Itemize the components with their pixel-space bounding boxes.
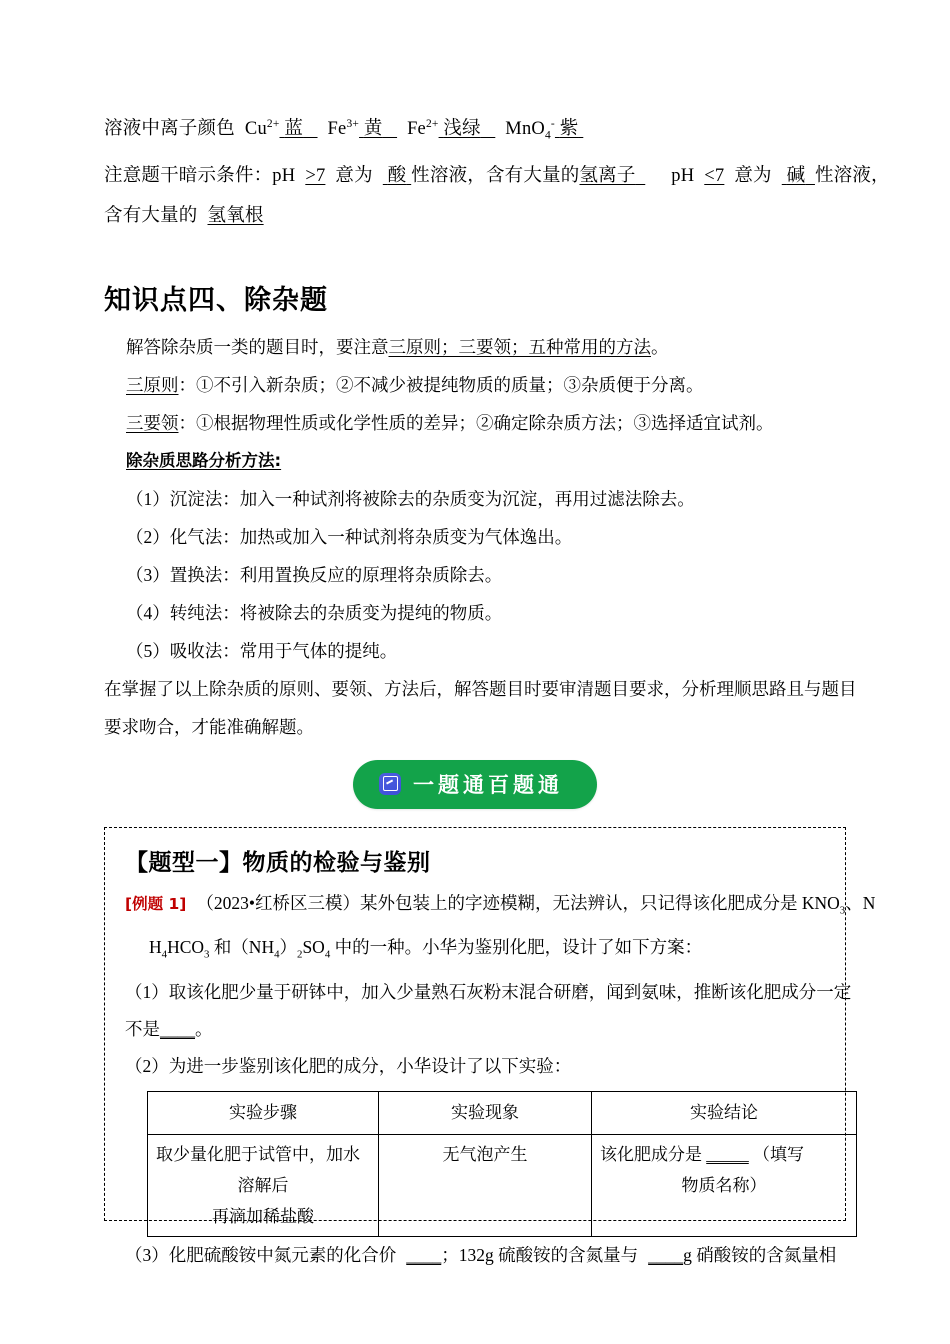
- ph-hint-line-1: [104, 156, 890, 196]
- ph-hint-part6: 性溶液，: [814, 165, 890, 186]
- table-cell-conclusion-line-2: 物质名称）: [681, 1175, 767, 1195]
- ph-hint-blank3: 氢离子: [579, 165, 636, 186]
- document-content: [104, 104, 890, 1265]
- section-intro-tail: 。: [651, 336, 669, 357]
- question-3-text-b: ；132g 硫酸铵的含氮量与: [441, 1244, 639, 1265]
- table-header-row: [148, 1091, 857, 1134]
- ion-cu-answer: 蓝: [284, 119, 304, 140]
- question-3-blank-1: ____: [406, 1244, 442, 1265]
- table-cell-conclusion-blank: _____: [706, 1144, 749, 1164]
- ion-mno4-answer: 紫: [559, 119, 579, 140]
- exercise-box: [104, 827, 876, 1265]
- example-stem-text-a: （2023•红桥区三模）某外包装上的字迹模糊，无法辨认，只记得该化肥成分是 KNO: [196, 892, 840, 913]
- ion-fe3-answer: 黄: [363, 119, 383, 140]
- app-square-icon: [379, 773, 401, 795]
- ion-fe2-formula: $Fe^{2+}$: [407, 118, 439, 140]
- example-stem-sub: 3: [839, 904, 846, 917]
- table-cell-conclusion: [592, 1134, 857, 1236]
- question-3-line: [119, 1237, 837, 1274]
- ion-fe3-formula: $Fe^{3+}$: [327, 118, 360, 140]
- ph-hint-blank2: 酸: [387, 165, 407, 186]
- table-header-phenomenon: 实验现象: [379, 1091, 592, 1134]
- example-label: [例题 1]: [125, 894, 187, 913]
- ph-hint-part4: pH: [671, 165, 695, 186]
- ph-hint-part3: 性溶液，含有大量的: [411, 165, 580, 186]
- question-1-text-a: 不是: [125, 1018, 160, 1039]
- experiment-table: [147, 1091, 857, 1237]
- ion-cu-formula: $Cu^{2+}$: [244, 118, 280, 140]
- ph-hint-part2: 意为: [335, 165, 373, 186]
- ion-mno4-formula: MnO$_4$-: [505, 118, 555, 142]
- question-1-line-2: [119, 1011, 831, 1048]
- table-cell-conclusion-line-1: 该化肥成分是 _____ （填写: [600, 1144, 804, 1164]
- question-2-line: （2）为进一步鉴别该化肥的成分，小华设计了以下实验：: [125, 1055, 572, 1076]
- table-cell-step-line-2: 溶解后: [237, 1175, 289, 1195]
- question-1-blank: ____: [160, 1018, 195, 1039]
- promo-badge[interactable]: [353, 760, 597, 809]
- three-essentials-paragraph: [104, 404, 846, 442]
- table-cell-step: [148, 1134, 379, 1236]
- section-intro-text: 解答除杂质一类的题目时，要注意: [126, 336, 389, 357]
- question-1-line-1: （1）取该化肥少量于研钵中，加入少量熟石灰粉末混合研磨，闻到氨味，推断该化肥成分一定: [125, 981, 852, 1002]
- ph-hint-blank1: >7: [305, 165, 326, 186]
- badge-row: [104, 760, 846, 809]
- ph-hint-part1: 注意题干暗示条件：pH: [104, 165, 296, 186]
- closing-paragraph-line-1: 在掌握了以上除杂质的原则、要领、方法后，解答题目时要审清题目要求，分析理顺思路且与题目: [104, 678, 857, 699]
- methods-subheading: [104, 442, 846, 480]
- method-item-2: （2）化气法：加热或加入一种试剂将杂质变为气体逸出。: [126, 526, 573, 547]
- example-stem-line-2: [119, 929, 831, 974]
- table-cell-step-line-1: 取少量化肥于试管中，加水: [156, 1144, 360, 1164]
- example-stem-text-b: 、N: [845, 892, 876, 913]
- three-principles-paragraph: [104, 366, 846, 404]
- table-row: [148, 1134, 857, 1236]
- table-header-step: 实验步骤: [148, 1091, 379, 1134]
- promo-badge-label: 一题通百题通: [413, 772, 563, 797]
- ion-fe2-answer: 浅绿: [443, 119, 481, 140]
- question-1-text-b: 。: [195, 1018, 213, 1039]
- ph-hint-blank6: 氢氧根: [207, 205, 264, 226]
- section-heading: 知识点四、除杂题: [104, 284, 328, 316]
- question-3-text-c: g 硝酸铵的含氮量相: [683, 1244, 837, 1265]
- table-cell-phenomenon: 无气泡产生: [379, 1134, 592, 1236]
- method-item-5: （5）吸收法：常用于气体的提纯。: [126, 640, 398, 661]
- question-3-blank-2: ____: [648, 1244, 684, 1265]
- methods-subheading-text: 除杂质思路分析方法:: [126, 450, 282, 470]
- ph-hint-part5: 意为: [734, 165, 772, 186]
- ion-color-line: [104, 104, 846, 156]
- table-cell-step-line-3: 再滴加稀盐酸: [212, 1206, 314, 1226]
- method-item-4: （4）转纯法：将被除去的杂质变为提纯的物质。: [126, 602, 503, 623]
- three-essentials-label: 三要领: [126, 412, 179, 433]
- ph-hint-blank4: <7: [704, 165, 725, 186]
- method-item-3: （3）置换法：利用置换反应的原理将杂质除去。: [126, 564, 503, 585]
- closing-paragraph-line-2: 要求吻合，才能准确解题。: [104, 716, 314, 737]
- section-intro-underline: 三原则；三要领；五种常用的方法: [388, 336, 651, 357]
- section-intro-paragraph: [104, 328, 846, 366]
- three-principles-text: ：①不引入新杂质；②不减少被提纯物质的质量；③杂质便于分离。: [178, 374, 704, 395]
- exercise-title: 【题型一】物质的检验与鉴别: [125, 849, 431, 876]
- ph-hint-part7: 含有大量的: [104, 205, 198, 226]
- ph-hint-line-2: [104, 196, 846, 236]
- ion-color-lead: 溶液中离子颜色: [104, 119, 235, 140]
- example-stem-line2-text: $H_4HCO_3$ 和$(NH_4)_2SO_4$ 中的一种。小华为鉴别化肥，设计了如下方案：: [149, 937, 703, 961]
- example-stem-line-1: [119, 885, 876, 930]
- three-essentials-text: ：①根据物理性质或化学性质的差异；②确定除杂质方法；③选择适宜试剂。: [178, 412, 774, 433]
- question-3-text-a: （3）化肥硫酸铵中氮元素的化合价: [125, 1244, 397, 1265]
- three-principles-label: 三原则: [126, 374, 179, 395]
- table-header-conclusion: 实验结论: [592, 1091, 857, 1134]
- ph-hint-blank5: 碱: [786, 165, 806, 186]
- method-item-1: （1）沉淀法：加入一种试剂将被除去的杂质变为沉淀，再用过滤法除去。: [126, 488, 695, 509]
